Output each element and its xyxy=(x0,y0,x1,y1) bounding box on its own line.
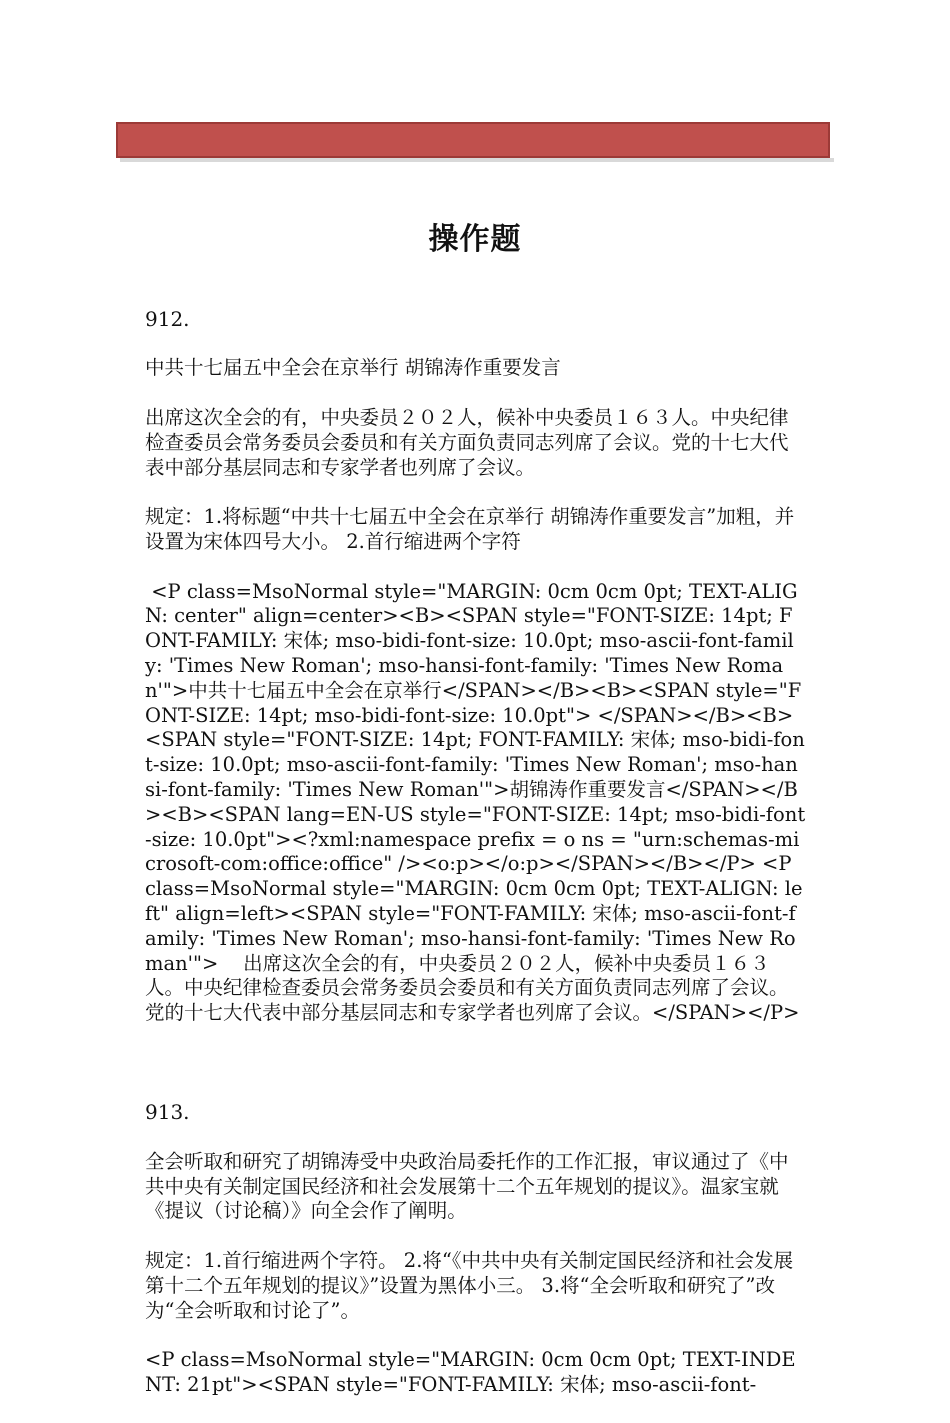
header-banner xyxy=(116,122,834,162)
question-requirements: 规定：1.首行缩进两个字符。 2.将“《中共中央有关制定国民经济和社会发展第十二个五年规划的提议》”设置为黑体小三。 3.将“全会听取和研究了”改为“全会听取和讨论了”。 xyxy=(145,1249,794,1322)
question-number: 913. xyxy=(145,1100,190,1125)
question-passage: 全会听取和研究了胡锦涛受中央政治局委托作的工作汇报，审议通过了《中共中央有关制定国民经济和社会发展第十二个五年规划的提议》。温家宝就《提议（讨论稿）》向全会作了阐明。 xyxy=(145,1149,789,1223)
document-body xyxy=(145,282,807,1423)
banner-shadow xyxy=(120,158,834,162)
question-code: <P class=MsoNormal style="MARGIN: 0cm 0cm 0pt; TEXT-INDENT: 21pt"><SPAN style="FONT-FAMILY: 宋体; mso-ascii-font- xyxy=(145,1348,796,1397)
question-passage: 出席这次全会的有，中央委员２０２人，候补中央委员１６３人。中央纪律检查委员会常务委员会委员和有关方面负责同志列席了会议。党的十七大代表中部分基层同志和专家学者也列席了会议。 xyxy=(145,405,789,479)
question-number: 912. xyxy=(145,306,190,331)
page-title: 操作题 xyxy=(428,222,522,257)
question-requirements: 规定：1.将标题“中共十七届五中全会在京举行 胡锦涛作重要发言”加粗，并设置为宋体四号大小。 2.首行缩进两个字符 xyxy=(145,505,795,553)
banner-bar xyxy=(116,122,830,158)
question-code: <P class=MsoNormal style="MARGIN: 0cm 0cm 0pt; TEXT-ALIGN: center" align=center><B><SPAN style="FONT-SIZE: 14pt; FONT-FAMILY: 宋体; mso-bidi-font-size: 10.0pt; mso-ascii-font-family: 'Times New Roman'; mso-hansi-font-family: 'Times New Roman'">中共十七届五中全会在京举行</SPAN></B><B><SPAN style="FONT-SIZE: 14pt; mso-bidi-font-size: 10.0pt"> </SPAN></B><B><SPAN style="FONT-SIZE: 14pt; FONT-FAMILY: 宋体; mso-bidi-font-size: 10.0pt; mso-ascii-font-family: 'Times New Roman'; mso-hansi-font-family: 'Times New Roman'">胡锦涛作重要发言</SPAN></B><B><SPAN lang=EN-US style="FONT-SIZE: 14pt; mso-bidi-font-size: 10.0pt"><?xml:namespace prefix = o ns = "urn:schemas-microsoft-com:office:office" /><o:p></o:p></SPAN></B></P> <P class=MsoNormal style="MARGIN: 0cm 0cm 0pt; TEXT-ALIGN: left" align=left><SPAN style="FONT-FAMILY: 宋体; mso-ascii-font-family: 'Times New Roman'; mso-hansi-font-family: 'Times New Roman'"> 出席这次全会的有，中央委员２０２人，候补中央委员１６３人。中央纪律检查委员会常务委员会委员和有关方面负责同志列席了会议。党的十七大代表中部分基层同志和专家学者也列席了会议。</SPAN></P> xyxy=(145,579,806,1025)
question-headline: 中共十七届五中全会在京举行 胡锦涛作重要发言 xyxy=(145,356,561,380)
spacer xyxy=(145,1051,807,1076)
